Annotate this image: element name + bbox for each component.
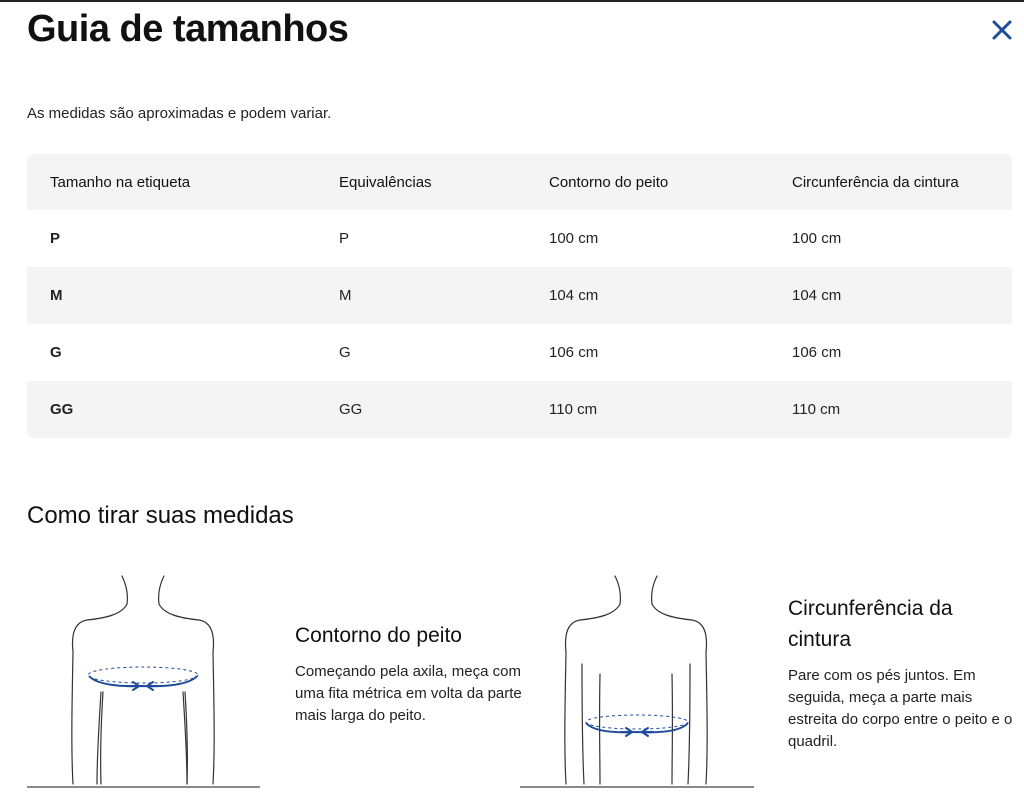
table-row (27, 267, 1012, 324)
cell-equivalence: P (339, 230, 350, 247)
cell-waist: 104 cm (792, 287, 842, 304)
cell-size: P (50, 230, 61, 247)
close-button[interactable] (988, 16, 1016, 44)
chest-measure-text: Começando pela axila, meça com uma fita métrica em volta da parte mais larga do peito. (295, 663, 522, 724)
column-header-equivalences: Equivalências (339, 173, 432, 191)
cell-waist: 110 cm (792, 401, 841, 418)
cell-chest: 106 cm (549, 344, 599, 361)
cell-equivalence: M (339, 287, 352, 304)
cell-size: G (50, 344, 62, 361)
column-header-waist: Circunferência da cintura (792, 173, 959, 191)
how-to-measure-title: Como tirar suas medidas (27, 502, 294, 529)
column-header-chest: Contorno do peito (549, 173, 669, 191)
waist-measurement-illustration (520, 574, 760, 792)
close-icon (988, 16, 1016, 44)
cell-equivalence: GG (339, 401, 363, 418)
chest-instructions (295, 620, 535, 727)
modal-title: Guia de tamanhos (27, 8, 349, 50)
cell-chest: 110 cm (549, 401, 598, 418)
table-row (27, 381, 1012, 438)
chest-measure-title: Contorno do peito (295, 624, 462, 647)
cell-chest: 104 cm (549, 287, 599, 304)
waist-measure-text: Pare com os pés juntos. Em seguida, meça a parte mais estreita do corpo entre o peito e o quadril. (788, 667, 1013, 750)
cell-chest: 100 cm (549, 230, 599, 247)
waist-measure-title: Circunferência da cintura (788, 597, 953, 651)
chest-measurement-illustration (27, 574, 267, 792)
column-header-label-size: Tamanho na etiqueta (50, 173, 191, 191)
disclaimer-text: As medidas são aproximadas e podem variar. (27, 105, 332, 122)
size-table (27, 154, 1012, 438)
cell-size: GG (50, 401, 74, 418)
waist-instructions (788, 593, 1020, 753)
cell-waist: 100 cm (792, 230, 842, 247)
table-row (27, 210, 1012, 267)
cell-size: M (50, 287, 63, 304)
cell-equivalence: G (339, 344, 351, 361)
cell-waist: 106 cm (792, 344, 842, 361)
table-row (27, 324, 1012, 381)
table-header-row (27, 154, 1012, 210)
